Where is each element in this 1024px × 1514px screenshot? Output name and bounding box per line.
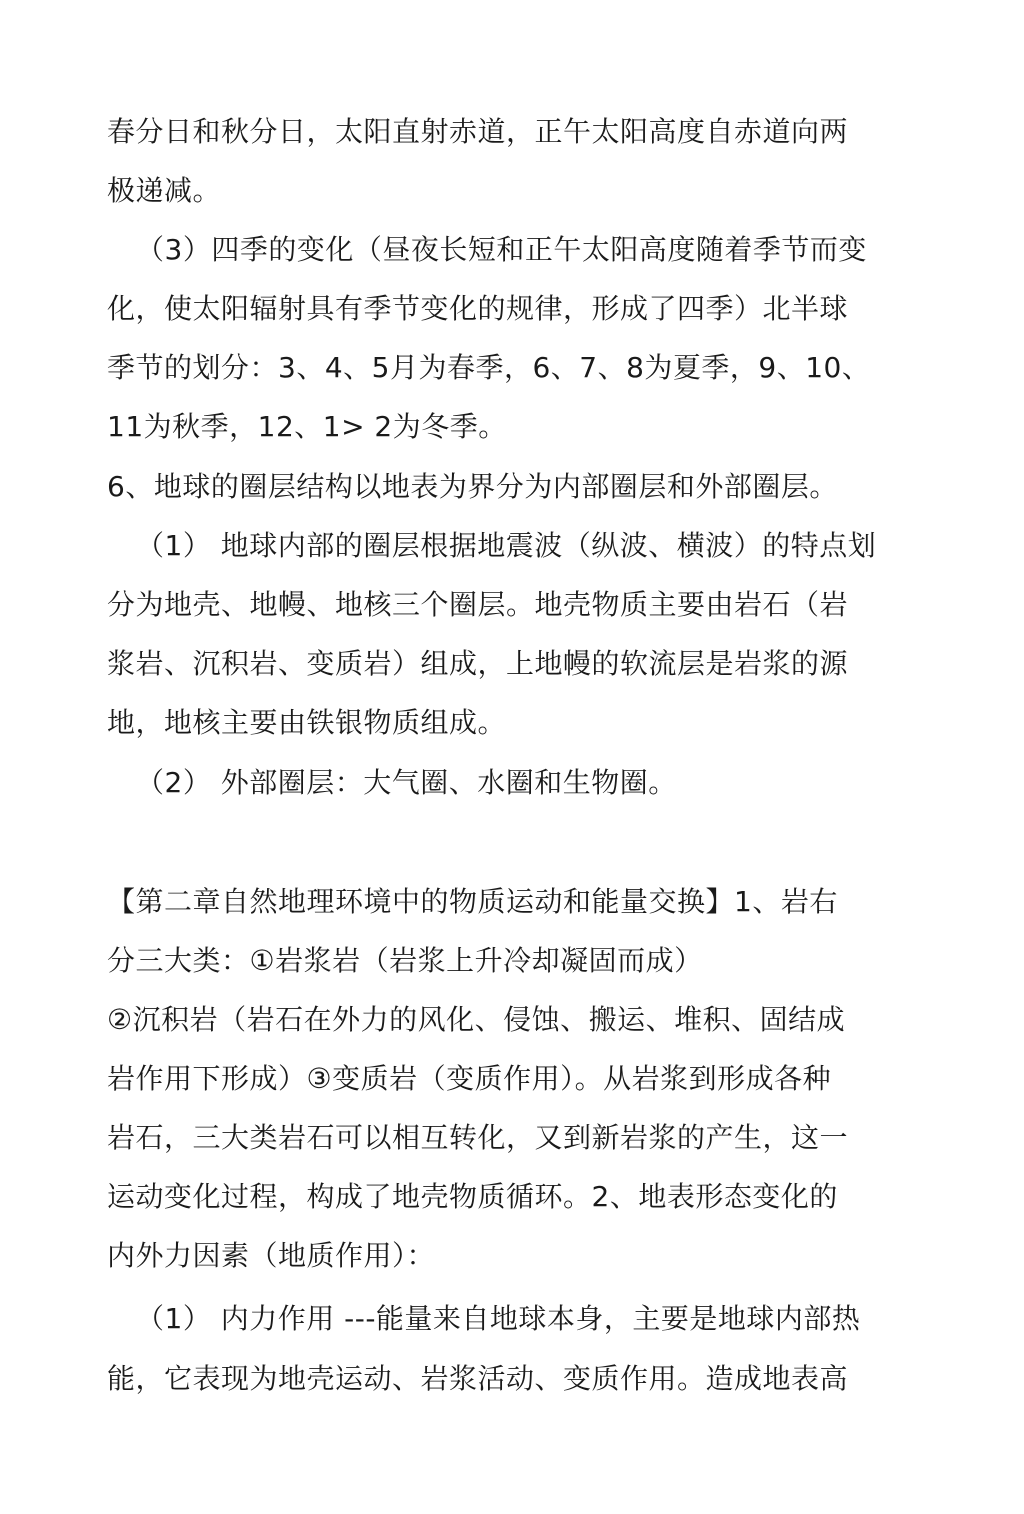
text-line: 内外力因素（地质作用）：: [107, 1239, 436, 1272]
text-line: 分为地壳、地幔、地核三个圈层。地壳物质主要由岩石（岩: [107, 588, 849, 621]
text-line: （1） 内力作用 ---能量来自地球本身，主要是地球内部热: [136, 1302, 861, 1335]
text-line: （3）四季的变化（昼夜长短和正午太阳高度随着季节而变: [136, 233, 867, 266]
text-line: 岩作用下形成）③变质岩（变质作用）。从岩浆到形成各种: [107, 1062, 832, 1095]
text-line: 运动变化过程，构成了地壳物质循环。2、地表形态变化的: [107, 1180, 838, 1213]
text-line: 地，地核主要由铁银物质组成。: [107, 706, 507, 739]
text-line: （1） 地球内部的圈层根据地震波（纵波、横波）的特点划: [136, 529, 877, 562]
text-line: ②沉积岩（岩石在外力的风化、侵蚀、搬运、堆积、固结成: [107, 1003, 846, 1036]
text-line: 能，它表现为地壳运动、岩浆活动、变质作用。造成地表高: [107, 1362, 849, 1395]
text-line: 岩石，三大类岩石可以相互转化，又到新岩浆的产生，这一: [107, 1121, 849, 1154]
text-line: 11为秋季，12、1> 2为冬季。: [107, 410, 507, 443]
text-line: 分三大类：①岩浆岩（岩浆上升冷却凝固而成）: [107, 944, 703, 977]
text-line: 浆岩、沉积岩、变质岩）组成，上地幔的软流层是岩浆的源: [107, 647, 849, 680]
text-line: （2） 外部圈层：大气圈、水圈和生物圈。: [136, 766, 677, 799]
text-line: 季节的划分：3、4、5月为春季，6、7、8为夏季，9、10、: [107, 351, 871, 384]
text-line: 化，使太阳辐射具有季节变化的规律，形成了四季）北半球: [107, 292, 849, 325]
text-line: 春分日和秋分日，太阳直射赤道，正午太阳高度自赤道向两: [107, 115, 849, 148]
text-line: 极递减。: [107, 174, 222, 207]
text-line: 6、地球的圈层结构以地表为界分为内部圈层和外部圈层。: [107, 470, 838, 503]
chapter-heading: 【第二章自然地理环境中的物质运动和能量交换】1、岩右: [107, 885, 838, 918]
